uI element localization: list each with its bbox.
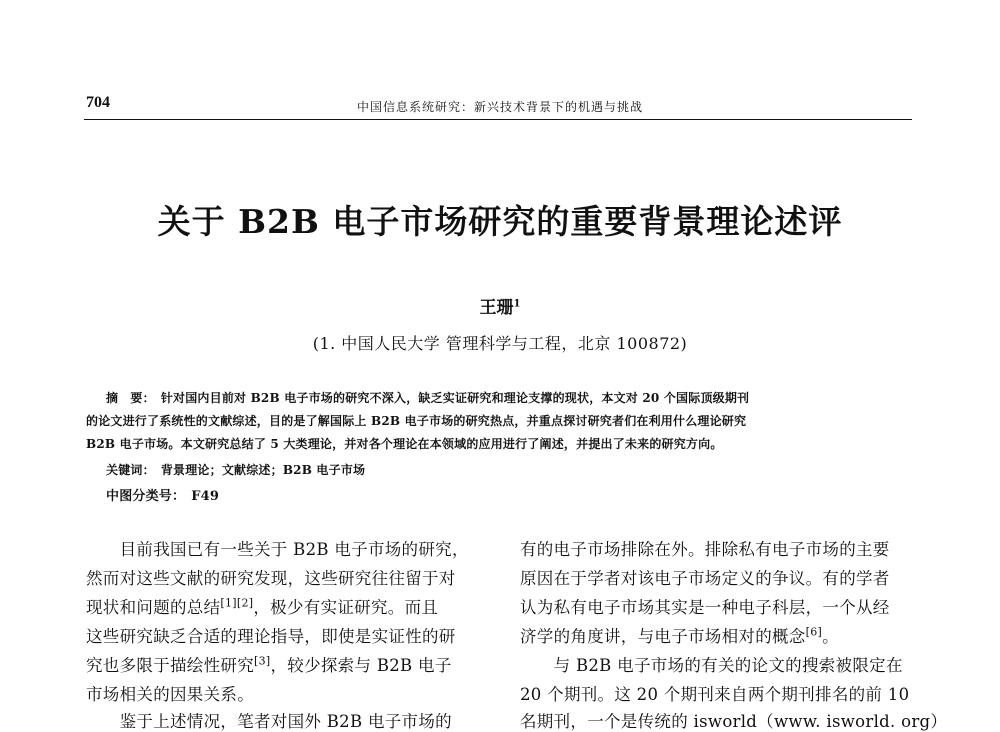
right-col-line-3: 认为私有电子市场其实是一种电子科层，一个从经 (520, 598, 890, 617)
classification-label: 中图分类号： (106, 489, 186, 504)
left-col-line-3-tail: ，极少有实证研究。而且 (253, 598, 439, 617)
classification-line (106, 485, 936, 504)
right-col-line-4-text: 济学的角度讲，与电子市场相对的概念 (520, 627, 806, 646)
header-rule (84, 119, 912, 120)
classification-code: F49 (191, 489, 220, 504)
left-col-line-2: 然而对这些文献的研究发现，这些研究往往留于对 (86, 569, 456, 588)
author-line (0, 293, 1000, 318)
right-col-line-4-tail: 。 (822, 627, 839, 646)
abstract-text-1: 针对国内目前对 B2B 电子市场的研究不深入，缺乏实证研究和理论支撑的现状，本文对 20 个国际顶级期刊 (160, 391, 750, 405)
keywords-line (106, 461, 936, 478)
left-col-line-3 (86, 594, 438, 618)
citation-ref: [1][2] (220, 596, 254, 610)
affiliation: (1. 中国人民大学 管理科学与工程，北京 100872) (312, 334, 688, 353)
abstract-line-1 (86, 389, 916, 406)
author-superscript: 1 (513, 298, 521, 310)
right-col-line-4 (520, 623, 839, 647)
right-col-line-7: 名期刊，一个是传统的 isworld（www. isworld. org） (520, 712, 948, 731)
page-number: 704 (86, 94, 110, 111)
left-col-line-1: 目前我国已有一些关于 B2B 电子市场的研究， (86, 540, 469, 559)
paper-title: 关于 B2B 电子市场研究的重要背景理论述评 (157, 202, 843, 241)
right-col-line-5: 与 B2B 电子市场的有关的论文的搜索被限定在 (520, 656, 903, 675)
right-col-line-1: 有的电子市场排除在外。排除私有电子市场的主要 (520, 540, 890, 559)
left-col-line-5 (86, 652, 452, 676)
left-col-line-6: 市场相关的因果关系。 (86, 685, 254, 704)
left-col-line-5-tail: ，较少探索与 B2B 电子 (270, 656, 452, 675)
citation-ref: [6] (805, 625, 823, 639)
left-col-line-3-text: 现状和问题的总结 (86, 598, 221, 617)
left-col-line-4: 这些研究缺乏合适的理论指导，即使是实证性的研 (86, 627, 456, 646)
left-col-line-7: 鉴于上述情况，笔者对国外 B2B 电子市场的 (86, 712, 452, 731)
running-head: 中国信息系统研究：新兴技术背景下的机遇与挑战 (356, 100, 643, 114)
abstract-label: 摘 要： (106, 391, 155, 405)
abstract-line-2: 的论文进行了系统性的文献综述，目的是了解国际上 B2B 电子市场的研究热点，并重点探讨研究者们在利用什么理论研究 (86, 414, 747, 428)
abstract-line-3: B2B 电子市场。本文研究总结了 5 大类理论，并对各个理论在本领域的应用进行了阐述，并提出了未来的研究方向。 (86, 437, 723, 451)
keywords-text: 背景理论；文献综述；B2B 电子市场 (160, 463, 366, 477)
keywords-label: 关键词： (106, 463, 155, 477)
right-col-line-6: 20 个期刊。这 20 个期刊来自两个期刊排名的前 10 (520, 685, 910, 704)
citation-ref: [3] (254, 654, 271, 668)
left-col-line-5-text: 究也多限于描绘性研究 (86, 656, 254, 675)
author-name: 王珊 (479, 298, 514, 318)
right-col-line-2: 原因在于学者对该电子市场定义的争议。有的学者 (520, 569, 890, 588)
